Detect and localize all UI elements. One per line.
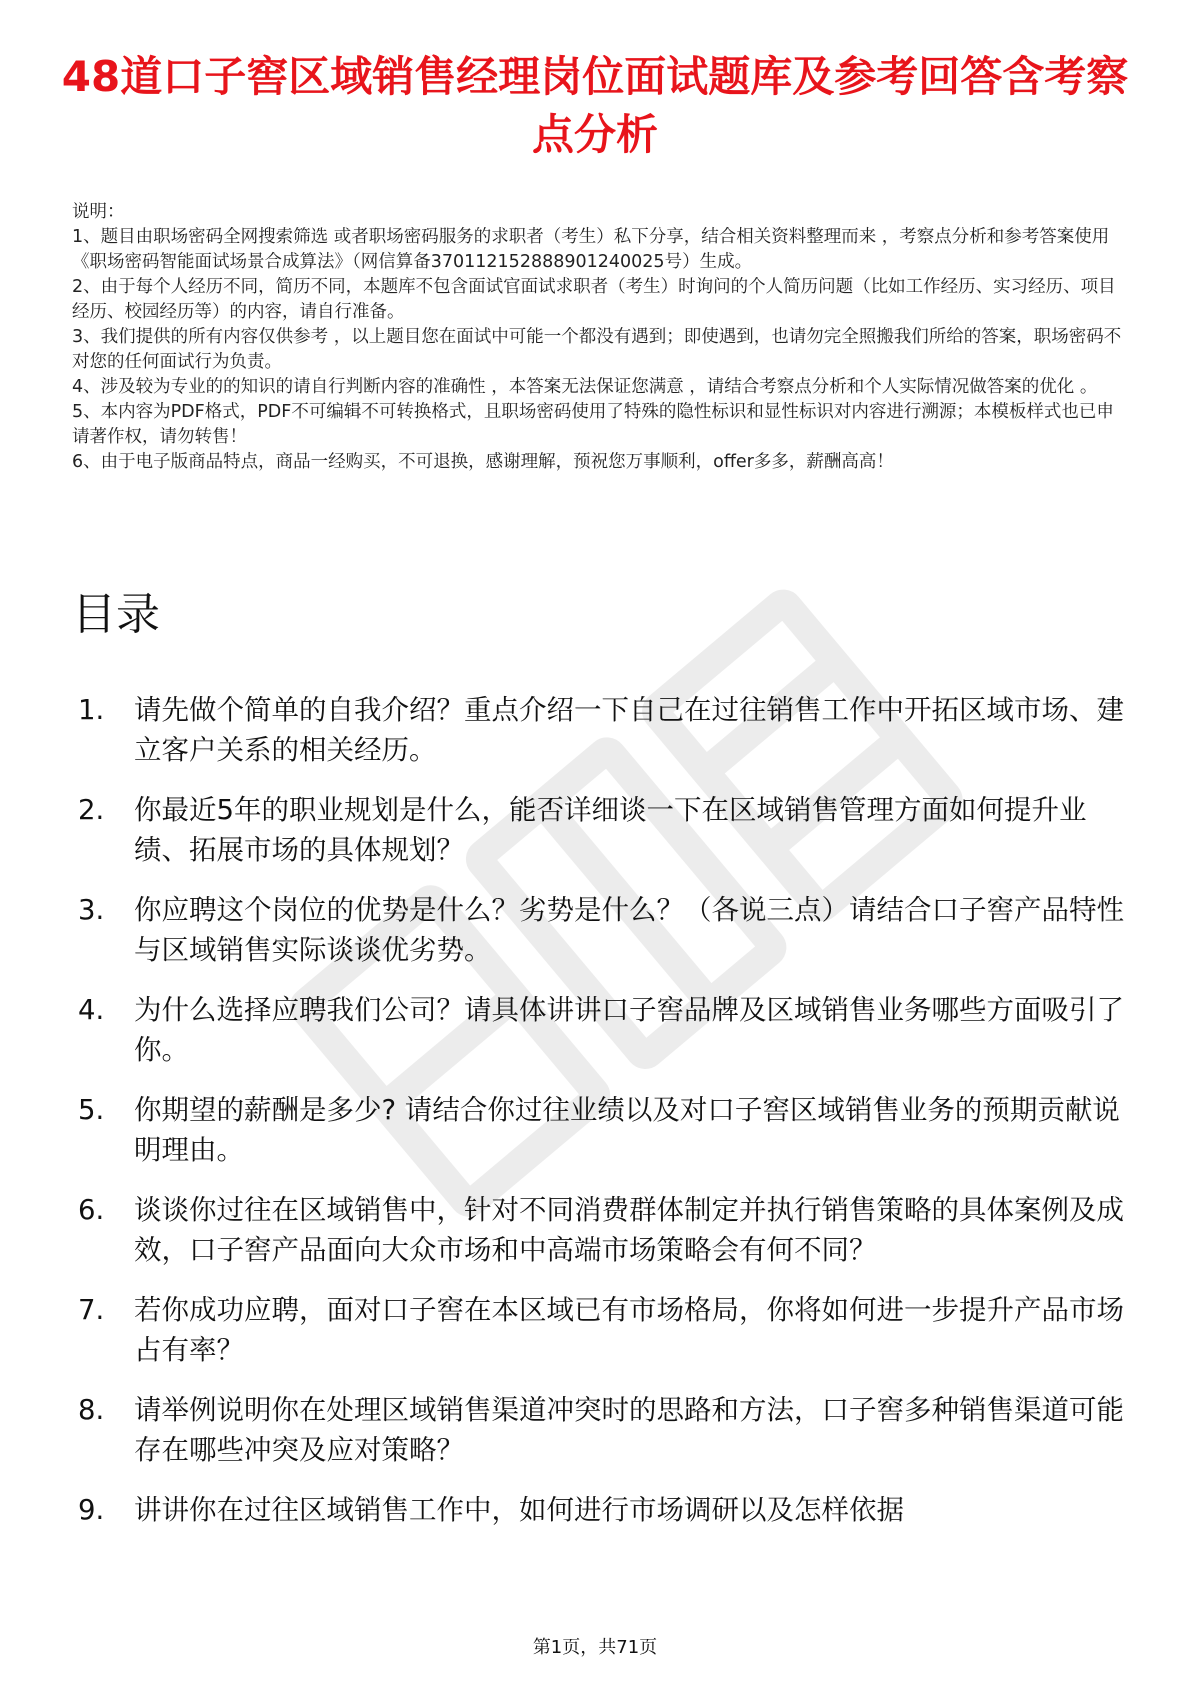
toc-item[interactable] xyxy=(72,1090,1132,1170)
toc-item-number: 9. xyxy=(78,1494,105,1526)
toc-item-text: 你期望的薪酬是多少? 请结合你过往业绩以及对口子窖区域销售业务的预期贡献说明理由。 xyxy=(134,1094,1120,1166)
note-item: 1、题目由职场密码全网搜索筛选 或者职场密码服务的求职者（考生）私下分享，结合相关资料整理而来 ，考察点分析和参考答案使用《职场密码智能面试场景合成算法》（网信算备370112152888901240025号）生成。 xyxy=(72,227,1110,272)
toc-item-number: 5. xyxy=(78,1094,105,1126)
note-item: 4、涉及较为专业的的知识的请自行判断内容的准确性 ，本答案无法保证您满意 ，请结合考察点分析和个人实际情况做答案的优化 。 xyxy=(72,377,1098,397)
toc-item[interactable] xyxy=(72,1390,1132,1470)
toc-item[interactable] xyxy=(72,1190,1132,1270)
toc-item-number: 3. xyxy=(78,894,105,926)
toc-list xyxy=(72,690,1132,1550)
toc-item-number: 2. xyxy=(78,794,105,826)
toc-item[interactable] xyxy=(72,1490,1132,1530)
note-item: 6、由于电子版商品特点，商品一经购买，不可退换，感谢理解，预祝您万事顺利，offer多多，薪酬高高！ xyxy=(72,452,894,472)
toc-item-text: 若你成功应聘，面对口子窖在本区域已有市场格局，你将如何进一步提升产品市场占有率？ xyxy=(134,1294,1124,1366)
toc-item[interactable] xyxy=(72,890,1132,970)
toc-item-text: 请举例说明你在处理区域销售渠道冲突时的思路和方法，口子窖多种销售渠道可能存在哪些冲突及应对策略？ xyxy=(134,1394,1124,1466)
toc-item-text: 讲讲你在过往区域销售工作中，如何进行市场调研以及怎样依据 xyxy=(134,1494,904,1526)
toc-item-number: 4. xyxy=(78,994,105,1026)
note-item: 3、我们提供的所有内容仅供参考 ，以上题目您在面试中可能一个都没有遇到；即使遇到，也请勿完全照搬我们所给的答案，职场密码不对您的任何面试行为负责。 xyxy=(72,327,1122,372)
toc-item[interactable] xyxy=(72,990,1132,1070)
page-footer: 第1页，共71页 xyxy=(532,1637,658,1658)
toc-item-text: 为什么选择应聘我们公司？请具体讲讲口子窖品牌及区域销售业务哪些方面吸引了你。 xyxy=(134,994,1124,1066)
toc-item[interactable] xyxy=(72,790,1132,870)
toc-item-number: 7. xyxy=(78,1294,105,1326)
note-item: 2、由于每个人经历不同，简历不同，本题库不包含面试官面试求职者（考生）时询问的个人简历问题（比如工作经历、实习经历、项目经历、校园经历等）的内容，请自行准备。 xyxy=(72,277,1116,322)
toc-item[interactable] xyxy=(72,690,1132,770)
toc-heading: 目录 xyxy=(72,589,160,640)
toc-item-number: 8. xyxy=(78,1394,105,1426)
toc-item-text: 你最近5年的职业规划是什么，能否详细谈一下在区域销售管理方面如何提升业绩、拓展市场的具体规划？ xyxy=(134,794,1087,866)
toc-item-text: 你应聘这个岗位的优势是什么？劣势是什么？（各说三点）请结合口子窖产品特性与区域销售实际谈谈优劣势。 xyxy=(134,894,1124,966)
toc-item-text: 谈谈你过往在区域销售中，针对不同消费群体制定并执行销售策略的具体案例及成效，口子窖产品面向大众市场和中高端市场策略会有何不同？ xyxy=(134,1194,1124,1266)
toc-item-number: 1. xyxy=(78,694,105,726)
notes-heading: 说明： xyxy=(72,202,125,222)
toc-item[interactable] xyxy=(72,1290,1132,1370)
notes-section xyxy=(72,200,1122,475)
document-title: 48道口子窖区域销售经理岗位面试题库及参考回答含考察点分析 xyxy=(61,52,1129,159)
note-item: 5、本内容为PDF格式，PDF不可编辑不可转换格式，且职场密码使用了特殊的隐性标识和显性标识对内容进行溯源；本模板样式也已申请著作权，请勿转售！ xyxy=(72,402,1114,447)
toc-item-number: 6. xyxy=(78,1194,105,1226)
toc-item-text: 请先做个简单的自我介绍？重点介绍一下自己在过往销售工作中开拓区域市场、建立客户关系的相关经历。 xyxy=(134,694,1124,766)
